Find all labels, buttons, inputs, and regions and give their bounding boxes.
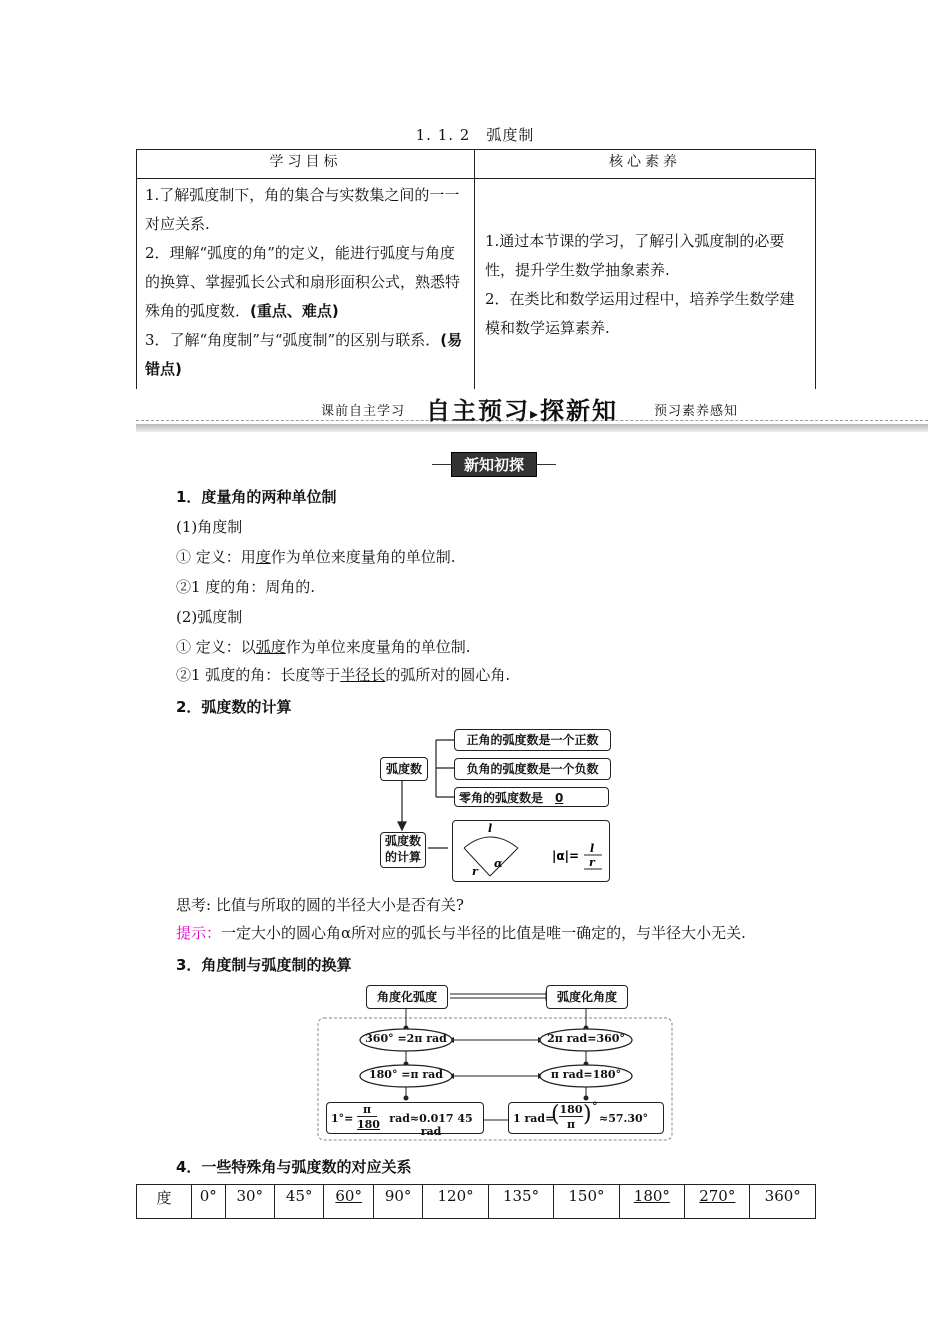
- literacy-cell: [475, 179, 816, 390]
- section-banner: [136, 394, 928, 428]
- sector-figure: [452, 820, 608, 880]
- angle-cell: 270°: [685, 1185, 750, 1219]
- deg-title: (1)角度制: [176, 518, 243, 536]
- deg2rad-box: 角度化弧度: [366, 985, 448, 1009]
- goals-table: [136, 149, 816, 389]
- one-degree-box: 1°= π 180 rad≈0.017 45 rad: [326, 1102, 484, 1134]
- radian-root-box: 弧度数: [380, 757, 428, 781]
- eq-360-rad: 2π rad=360°: [547, 1032, 625, 1045]
- s2-heading: 2．弧度数的计算: [176, 698, 292, 716]
- eq-360-deg: 360° =2π rad: [365, 1032, 447, 1045]
- angle-cell: 120°: [423, 1185, 488, 1219]
- deg-one: ②1 度的角：周角的.: [176, 578, 316, 596]
- label-l: l: [488, 822, 493, 835]
- goal-3: 3．了解“角度制”与“弧度制”的区别与联系．(易错点): [145, 331, 463, 378]
- literacy-2: 2．在类比和数学运用过程中，培养学生数学建模和数学运算素养.: [485, 290, 795, 337]
- goal-2: 2．理解“弧度的角”的定义，能进行弧度与角度的换算、掌握弧长公式和扇形面积公式，熟悉特殊角的弧度数．(重点、难点): [145, 244, 461, 320]
- formula-num: l: [590, 842, 595, 855]
- hint-line: 提示：一定大小的圆心角α所对应的弧长与半径的比值是唯一确定的，与半径大小无关.: [176, 924, 746, 942]
- think-line: 思考: 比值与所取的圆的半径大小是否有关?: [176, 896, 464, 914]
- angle-cell: 180°: [619, 1185, 684, 1219]
- angle-cell: 90°: [373, 1185, 422, 1219]
- calc-box: 弧度数的计算: [380, 832, 426, 868]
- angle-table: [136, 1184, 816, 1219]
- s1-heading: 1．度量角的两种单位制: [176, 488, 337, 506]
- deg-def: ① 定义：用度作为单位来度量角的单位制.: [176, 548, 456, 566]
- section-tag: 新知初探: [432, 452, 556, 477]
- one-radian-box: 1 rad= ( 180 π ) ° ≈57.30°: [508, 1102, 664, 1134]
- rad-one: ②1 弧度的角：长度等于半径长的弧所对的圆心角.: [176, 666, 511, 684]
- page-title: 1. 1. 2 弧度制: [415, 126, 535, 144]
- goals-cell: [137, 179, 475, 390]
- goal-1: 1.了解弧度制下，角的集合与实数集之间的一一对应关系.: [145, 186, 460, 233]
- angle-cell: 45°: [274, 1185, 323, 1219]
- formula-left: |α|=: [552, 849, 580, 863]
- rad2deg-box: 弧度化角度: [546, 985, 628, 1009]
- angle-cell: 360°: [750, 1185, 816, 1219]
- neg-box: 负角的弧度数是一个负数: [454, 758, 611, 780]
- formula-den: r: [589, 856, 595, 869]
- banner-left: 课前自主学习: [321, 404, 406, 419]
- zero-box: 零角的弧度数是 0: [454, 787, 609, 807]
- label-alpha: α: [494, 857, 503, 870]
- literacy-1: 1.通过本节课的学习，了解引入弧度制的必要性，提升学生数学抽象素养.: [485, 232, 785, 279]
- s4-heading: 4．一些特殊角与弧度数的对应关系: [176, 1158, 412, 1176]
- angle-cell: 0°: [192, 1185, 226, 1219]
- eq-180-deg: 180° =π rad: [368, 1068, 443, 1081]
- goals-header: 学习目标: [137, 150, 475, 179]
- angle-row-label: 度: [137, 1185, 192, 1219]
- s3-heading: 3．角度制与弧度制的换算: [176, 956, 352, 974]
- rad-title: (2)弧度制: [176, 608, 243, 626]
- literacy-header: 核心素养: [475, 150, 816, 179]
- angle-cell: 150°: [554, 1185, 619, 1219]
- banner-right: 预习素养感知: [654, 404, 739, 419]
- angle-cell: 135°: [488, 1185, 553, 1219]
- angle-cell: 30°: [225, 1185, 274, 1219]
- banner-title: 自主预习▸探新知: [426, 397, 619, 425]
- label-r: r: [472, 865, 478, 878]
- rad-def: ① 定义：以弧度作为单位来度量角的单位制.: [176, 638, 471, 656]
- eq-180-rad: π rad=180°: [550, 1068, 622, 1081]
- angle-cell: 60°: [324, 1185, 373, 1219]
- pos-box: 正角的弧度数是一个正数: [454, 729, 611, 751]
